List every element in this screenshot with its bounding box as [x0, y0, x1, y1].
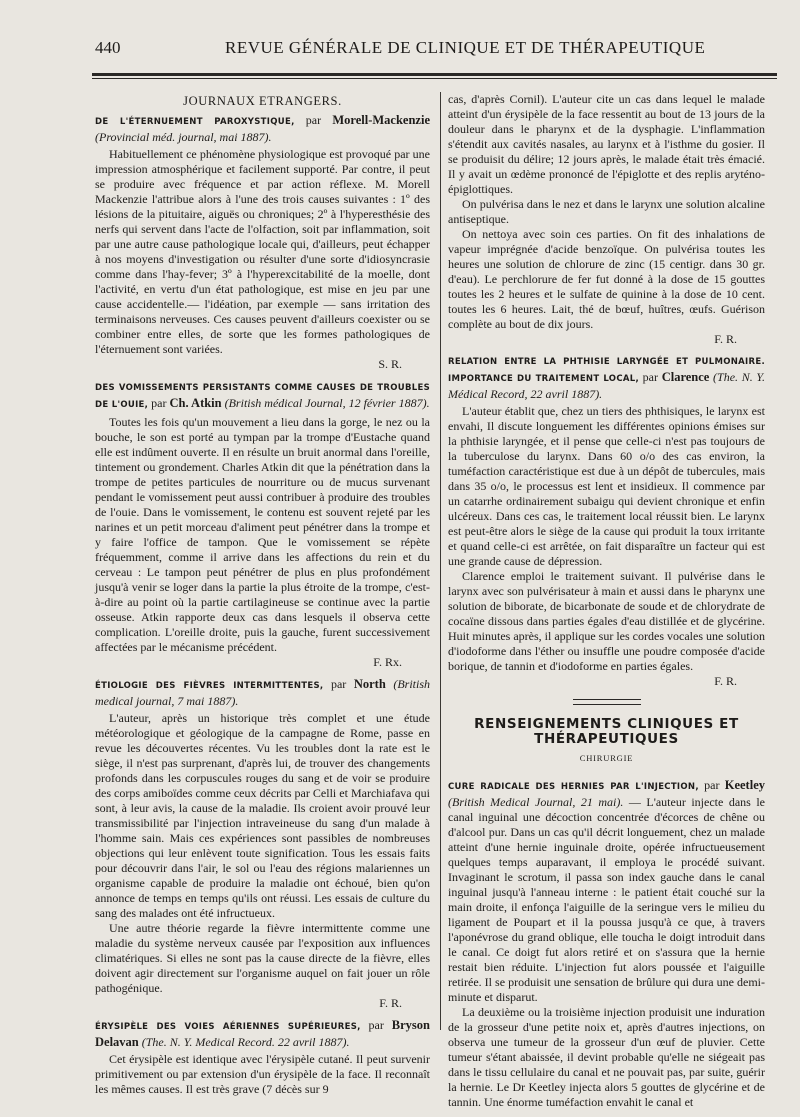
right-column	[448, 92, 765, 1117]
article-source: (Provincial méd. journal, mai 1887).	[95, 130, 272, 144]
running-header	[95, 38, 775, 62]
article-author: Ch. Atkin	[169, 396, 222, 410]
article-caption: ÉTIOLOGIE DES FIÈVRES INTERMITTENTES,	[95, 681, 324, 691]
section-title-renseignements: RENSEIGNEMENTS CLINIQUES ET THÉRAPEUTIQUES	[474, 716, 739, 747]
article-source: (British Medical Journal, 21 mai).	[448, 795, 624, 809]
article-body: La deuxième ou la troisième injection produisit une induration de la grosseur d'une petite noix et, après d'autres injections, on observa une tumeur de la grosseur d'un œuf de pluvier. Cette tumeur s'étant abaissée, il devint probable qu'elle ne siégeait pas dans le tissu cellulaire du canal et ne pouvait pas, par suite, guérir la hernie. Le Dr Keetley injecta alors 5 gouttes de glycérine et de tannin. Une énorme tuméfaction envahit le canal et	[448, 1005, 765, 1109]
article-continuation: On nettoya avec soin ces parties. On fit des inhalations de vapeur imprégnée d'acide benzoïque. On pulvérisa toutes les heures une solution de chlorure de zinc (15 centigr. dans 30 gr. d'eau). Le perchlorure de fer fut donné à la dose de 15 gouttes toutes les 2 heures et le sulfate de quinine à la dose de 10 cent. toutes les 6 heures. Lait, thé de bœuf, huîtres, œufs. Guérison complète au bout de dix jours.	[448, 227, 765, 331]
par-word: par	[360, 1018, 392, 1032]
article-body: Habituellement ce phénomène physiologique est provoqué par une impression atmosphérique et facilement supporté. Par contre, il peut se produire avec fréquence et par action réflexe. M. Morell Mackenzie l'attribue alors à l'une des trois causes suivantes : 1º des lésions de la pituitaire, aiguës ou chroniques; 2º à l'hyperesthésie des nerfs qui servent dans l'acte de l'olfaction, soit par inflammation, soit par une autre cause pathologique locale qui, d'ailleurs, peut échapper à nos moyens d'investigation ou résulter d'une sorte d'idiosyncrasie comme dans l'hay-fever; 3º à l'hyperexcitabilité de la moelle, dont l'activité, en vertu d'un état pathologique, est mise en jeu par une cause accidentelle.— l'idéation, par exemple — sans irritation des terminaisons nerveuses. Ces causes peuvent d'ailleurs coexister ou se combiner entre elles, de sorte que les formes pathologiques de l'éternuement sont variées.	[95, 147, 430, 356]
article-body: L'auteur, après un historique très complet et une étude météorologique et géologique de la campagne de Rome, passe en revue les découvertes récentes. Vu les troubles dont la rate est le siège, il n'est pas surprenant, d'après lui, de trouver des changements profonds dans les corpuscules rouges du sang et de voir se produire des corps amiboïdes comme ceux décrits par Celli et Marchiafava qui sont, à leur avis, la cause de la maladie. Ils croient avoir prouvé leur transmissibilité par l'injection intraveineuse du sang d'un malade à l'homme sain. Mais ces expériences sont passibles de nombreuses objections qui leur enlèvent toute signification. Tous les essais faits pour découvrir dans l'air, le sol ou l'eau des régions malariennes un organisme capable de produire la maladie ont échoué, bien qu'on annonce de temps en temps qu'ils ont réussi. Les essais de culture du sang des malades ont été infructueux.	[95, 711, 430, 920]
article-caption: DES VOMISSEMENTS PERSISTANTS COMME CAUSES DE TROUBLES DE L'OUIE,	[95, 383, 430, 410]
article-signature: S. R.	[378, 357, 402, 371]
article-continuation: cas, d'après Cornil). L'auteur cite un cas dans lequel le malade atteint d'un érysipèle de la face ressentit au bout de 13 jours de la douleur dans le pharynx et de la dysphagie. L'inflammation s'étendit aux cavités nasales, au larynx et à l'isthme du gosier. Il se produisit du délire; 12 jours après, le malade était très émacié. Il y avait un œdème prononcé de l'épiglotte et des replis aryténo-épiglottiques.	[448, 92, 765, 196]
article-fievres	[95, 677, 430, 1011]
article-hernies	[448, 778, 765, 1110]
article-caption: RELATION ENTRE LA PHTHISIE LARYNGÉE ET PULMONAIRE. IMPORTANCE DU TRAITEMENT LOCAL,	[448, 357, 765, 384]
article-caption: DE L'ÉTERNUEMENT PAROXYSTIQUE,	[95, 117, 295, 127]
par-word: par	[698, 778, 725, 792]
article-signature: F. R.	[714, 332, 737, 346]
header-rule	[92, 73, 777, 76]
article-source: (British medical journal, 7 mai 1887).	[95, 677, 431, 708]
column-divider	[440, 92, 441, 1030]
article-phthisie	[448, 353, 765, 689]
article-body: Une autre théorie regarde la fièvre intermittente comme une maladie du système nerveux causée par l'exposition aux influences climatériques. Si elles ne sont pas la cause directe de la fièvre, elles doivent agir directement sur l'organisme auquel on fait jouer un rôle pathogénique.	[95, 921, 430, 995]
par-word: par	[638, 370, 662, 384]
article-author: Clarence	[661, 370, 710, 384]
header-rule-thin	[92, 78, 777, 79]
article-heading	[95, 113, 430, 145]
par-word: par	[323, 677, 354, 691]
article-erysipele	[95, 1018, 430, 1097]
article-heading	[95, 379, 430, 413]
article-author: Keetley	[724, 778, 765, 792]
article-source: (The. N. Y. Medical Record. 22 avril 1887).	[138, 1035, 350, 1049]
article-body: Clarence emploi le traitement suivant. Il pulvérise dans le larynx avec son pulvérisateur à main et aussi dans le pharynx une solution de biborate, de bicarbonate de soude et de chlorydrate de cocaïne dissous dans parties égales d'eau distillée et de glycérine. Huit minutes après, il applique sur les cordes vocales une solution d'iodoforme dans l'éther ou insuffle une poudre composée d'acide borique, de tannin et d'iodoforme en parties égales.	[448, 569, 765, 673]
section-ornament	[573, 699, 641, 705]
article-caption: ÉRYSIPÈLE DES VOIES AÉRIENNES SUPÉRIEURES,	[95, 1022, 361, 1032]
article-source: (British médical Journal, 12 février 1887).	[221, 396, 430, 410]
article-signature: F. R.	[714, 674, 737, 688]
article-eternuement	[95, 113, 430, 372]
running-title: REVUE GÉNÉRALE DE CLINIQUE ET DE THÉRAPEUTIQUE	[225, 38, 706, 57]
article-author: Morell-Mackenzie	[332, 113, 430, 127]
article-body: Toutes les fois qu'un mouvement a lieu dans la gorge, le nez ou la bouche, le son est porté au tympan par la trompe d'Eustache quand elle est indûment ouverte. Il en résulte un bruit anormal dans l'oreille, tintement ou grondement. Charles Atkin dit que la pénétration dans la trompe de petites particules de nourriture ou de mucus survenant pendant le vomissement peut aussi contribuer à produire des troubles de l'ouie. Dans le vomissement, le contenu est souvent rejeté par les narines et un petit morceau d'aliment peut pénétrer dans la trompe et y faire l'office de tampon. Que le vomissement se répète fréquemment, comme il arrive dans les affections du rein et du cerveau : Le tampon peut pénétrer de plus en plus profondément jusqu'à venir se loger dans la partie la plus étroite de la trompe, c'est-à-dire au point où la partie cartilagineuse se continue avec la partie osseuse. Atkin rapporte deux cas dans lesquels il observa cette complication. L'oreille droite, puis la gauche, furent successivement affectées par le mécanisme précédent.	[95, 415, 430, 654]
article-body	[448, 778, 765, 1005]
par-word: par	[148, 396, 170, 410]
article-body: Cet érysipèle est identique avec l'érysipèle cutané. Il peut survenir primitivement ou par extension d'un érysipèle de la face. Il reconnaît les mêmes causes. Il est très grave (7 décès sur 9	[95, 1052, 430, 1096]
article-source: (The. N. Y. Médical Record, 22 avril 1887).	[448, 370, 765, 401]
article-author: Bryson Delavan	[95, 1018, 430, 1049]
article-continuation: On pulvérisa dans le nez et dans le larynx une solution alcaline antiseptique.	[448, 197, 765, 226]
article-author: North	[353, 677, 386, 691]
article-heading	[448, 353, 765, 402]
subsection-title: CHIRURGIE	[579, 753, 634, 763]
page-number: 440	[95, 38, 121, 57]
article-signature: F. R.	[379, 996, 402, 1010]
article-vomissements	[95, 379, 430, 670]
left-column	[95, 92, 430, 1104]
article-signature: F. Rx.	[373, 655, 402, 669]
article-body: L'auteur établit que, chez un tiers des phthisiques, le larynx est envahi, Il discute longuement les différentes opinions émises sur la phthisie laryngée, et il pense que celle-ci n'est pas toujours de la tuberculose du larynx. Dans 60 o/o des cas environ, la tuméfaction caractéristique est due à un dépôt de tubercules, mais dans 35 o/o, le processus est lent et insidieux. Il commence par un catarrhe ordinairement subaigu qui devient chronique et enfin ulcéreux. Dans ces cas, le traitement local réussit bien. Le larynx est peut-être alors le siège de la cause qui produit la toux irritante et quand celle-ci est arrêtée, on fait disparaître un facteur qui est une grande cause de dépression.	[448, 404, 765, 568]
article-heading	[95, 677, 430, 709]
article-heading	[95, 1018, 430, 1050]
par-word: par	[294, 113, 333, 127]
section-title: JOURNAUX ETRANGERS.	[183, 94, 342, 108]
article-caption: CURE RADICALE DES HERNIES PAR L'INJECTION,	[448, 782, 699, 792]
article-text: — L'auteur injecte dans le canal inguinal une décoction concentrée d'écorces de chêne ou d'alcool pur. Dans un cas qu'il décrit longuement, chez un malade atteint d'une hernie inguinale droite, opérée infructueusement quelques temps auparavant, il employa le procédé suivant. Invaginant le scrotum, il passa son index gauche dans le canal inguinal jusqu'à l'anneau interne : le patient était couché sur la main droite, il enfonça l'aiguille de la seringue vers le milieu du ligament de Poupart et il la poussa jusqu'à ce que, à travers l'aponévrose du grand oblique, elle toucha le doigt introduit dans le canal. Ce doigt fut alors retiré et on s'assura que la hernie restait bien réduite. L'injection fut alors poussée et l'aiguille retirée. Il se produisit une sensation de brûlure qui dura une demi-minute et disparut.	[448, 795, 765, 1004]
